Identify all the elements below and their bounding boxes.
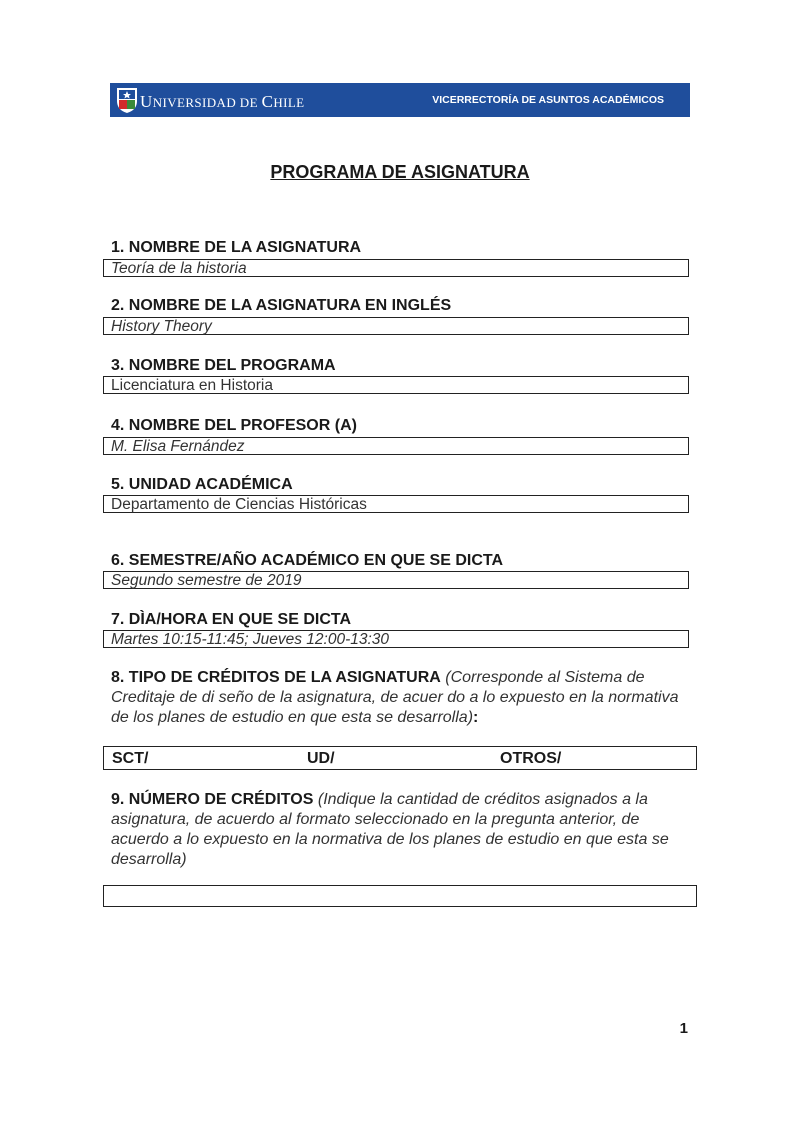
credit-option-sct: SCT/ xyxy=(112,750,149,767)
section-9-note: (Indique la cantidad de créditos asignados a la asignatura, de acuerdo al formato seleccionado en la pregunta anterior, de acuerdo a lo expuesto en la normativa de los planes de estudio en que esta se desarrolla) xyxy=(111,791,669,868)
section-5-value: Departamento de Ciencias Históricas xyxy=(103,495,689,513)
section-3-heading: 3. NOMBRE DEL PROGRAMA xyxy=(111,357,336,374)
document-title: PROGRAMA DE ASIGNATURA xyxy=(270,162,530,182)
credit-type-box xyxy=(103,746,697,770)
section-2-heading: 2. NOMBRE DE LA ASIGNATURA EN INGLÉS xyxy=(111,297,452,314)
university-name xyxy=(140,92,305,112)
section-8-note-1: (Corresponde al xyxy=(445,669,560,686)
section-7-value: Martes 10:15-11:45; Jueves 12:00-13:30 xyxy=(103,630,689,648)
credits-number-box xyxy=(103,885,697,907)
section-9-paragraph xyxy=(111,790,691,870)
section-5-heading: 5. UNIDAD ACADÉMICA xyxy=(111,476,293,493)
credit-option-otros: OTROS/ xyxy=(500,750,562,767)
section-4-value: M. Elisa Fernández xyxy=(103,437,689,455)
header-banner xyxy=(110,83,690,117)
university-initial-c: C xyxy=(261,92,274,111)
page-number: 1 xyxy=(679,1020,688,1037)
vicerrectoria-label: VICERRECTORÍA DE ASUNTOS ACADÉMICOS xyxy=(432,94,664,106)
university-rest-2: HILE xyxy=(273,95,305,110)
section-8-colon: : xyxy=(473,709,479,726)
section-2-value: History Theory xyxy=(103,317,689,335)
section-4-heading: 4. NOMBRE DEL PROFESOR (A) xyxy=(111,417,357,434)
section-8-heading: 8. TIPO DE CRÉDITOS DE LA ASIGNATURA xyxy=(111,669,441,686)
section-3-value: Licenciatura en Historia xyxy=(103,376,689,394)
section-6-value: Segundo semestre de 2019 xyxy=(103,571,689,589)
university-initial-u: U xyxy=(140,92,153,111)
credit-option-ud: UD/ xyxy=(307,750,335,767)
section-7-heading: 7. DÌA/HORA EN QUE SE DICTA xyxy=(111,611,352,628)
section-1-value: Teoría de la historia xyxy=(103,259,689,277)
section-9-heading: 9. NÚMERO DE CRÉDITOS xyxy=(111,791,314,808)
section-1-heading: 1. NOMBRE DE LA ASIGNATURA xyxy=(111,239,362,256)
university-rest-1: NIVERSIDAD DE xyxy=(152,95,262,110)
university-shield-icon xyxy=(114,86,140,114)
section-8-note-2: Sistema de Creditaje de di seño de la asignatura, de acuer do a lo expuesto en la normativa de los planes de estudio en que esta se desarrolla) xyxy=(111,669,679,726)
section-6-heading: 6. SEMESTRE/AÑO ACADÉMICO EN QUE SE DICTA xyxy=(111,552,504,569)
section-8-paragraph xyxy=(111,668,691,728)
